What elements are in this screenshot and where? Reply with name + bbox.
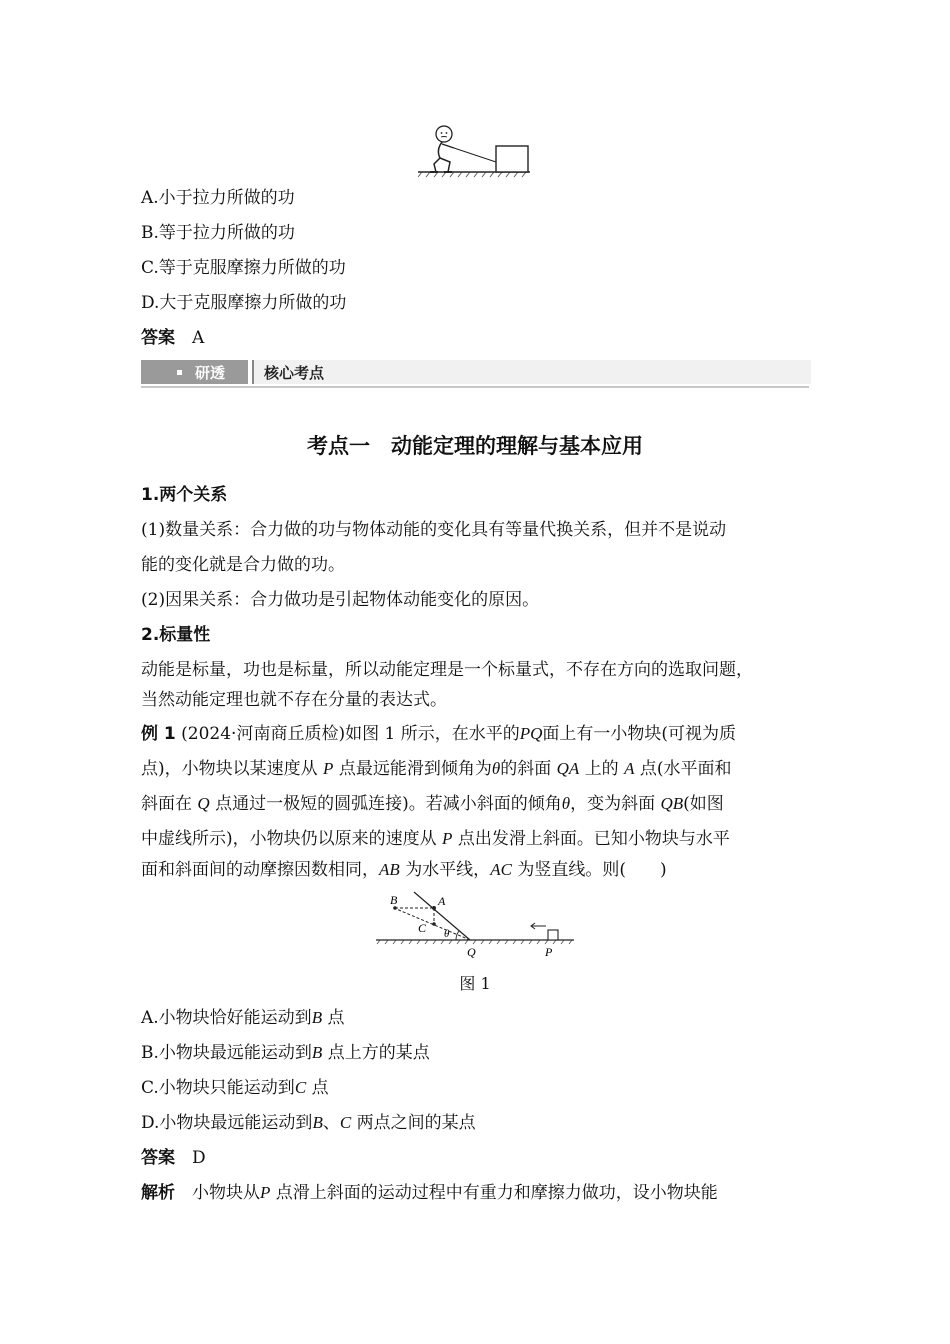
banner-right <box>252 360 811 384</box>
top-answer <box>141 326 204 350</box>
label-A: A <box>438 894 446 908</box>
example-line-5: 面和斜面间的动摩擦因数相同，AB 为水平线，AC 为竖直线。则( ) <box>141 860 667 880</box>
top-option-b: B.等于拉力所做的功 <box>141 223 295 243</box>
answer-value: A <box>192 328 205 348</box>
paragraph-quantity-a: (1)数量关系：合力做的功与物体动能的变化具有等量代换关系，但并不是说动 <box>141 520 727 540</box>
incline-diagram <box>374 890 580 960</box>
section-title: 考点一 动能定理的理解与基本应用 <box>307 434 643 458</box>
pulling-box-figure <box>418 122 532 178</box>
example-line-4: 中虚线所示)，小物块仍以原来的速度从 P 点出发滑上斜面。已知小物块与水平 <box>141 829 730 849</box>
top-option-d: D.大于克服摩擦力所做的功 <box>141 293 347 313</box>
figure-caption: 图 1 <box>459 974 491 993</box>
banner-divider <box>141 386 809 388</box>
answer-value: D <box>192 1148 206 1168</box>
heading-relations: 1.两个关系 <box>141 485 228 505</box>
option-d: D.小物块最远能运动到B、C 两点之间的某点 <box>141 1113 476 1133</box>
example-source: (2024·河南商丘质检) <box>181 724 346 744</box>
paragraph-scalar-b: 当然动能定理也就不存在分量的表达式。 <box>141 690 447 710</box>
banner-left <box>141 360 248 384</box>
example-line-2: 点)，小物块以某速度从 P 点最远能滑到倾角为θ的斜面 QA 上的 A 点(水平面和 <box>141 759 732 779</box>
example-label: 例 1 <box>141 724 176 744</box>
paragraph-cause: (2)因果关系：合力做功是引起物体动能变化的原因。 <box>141 590 540 610</box>
bullet-icon <box>177 370 182 375</box>
label-C: C <box>418 921 427 935</box>
label-Q: Q <box>467 945 476 959</box>
section-banner <box>141 360 809 390</box>
option-a: A.小物块恰好能运动到B 点 <box>141 1008 345 1028</box>
banner-left-label: 研透 <box>195 364 226 382</box>
banner-right-label: 核心考点 <box>264 364 325 382</box>
analysis: 解析 小物块从P 点滑上斜面的运动过程中有重力和摩擦力做功，设小物块能 <box>141 1183 718 1203</box>
heading-scalar: 2.标量性 <box>141 625 211 645</box>
paragraph-quantity-b: 能的变化就是合力做的功。 <box>141 555 345 575</box>
answer-label: 答案 <box>141 1148 175 1168</box>
label-B: B <box>390 893 398 907</box>
top-option-a: A.小于拉力所做的功 <box>141 188 295 208</box>
option-c: C.小物块只能运动到C 点 <box>141 1078 329 1098</box>
option-b: B.小物块最远能运动到B 点上方的某点 <box>141 1043 430 1063</box>
label-theta: θ <box>444 928 450 940</box>
answer <box>141 1146 206 1170</box>
top-option-c: C.等于克服摩擦力所做的功 <box>141 258 346 278</box>
example-line-1: 例 1 (2024·河南商丘质检)如图 1 所示，在水平的PQ面上有一小物块(可视为质 <box>141 724 737 744</box>
example-line-3: 斜面在 Q 点通过一极短的圆弧连接)。若减小斜面的倾角θ，变为斜面 QB(如图 <box>141 794 724 814</box>
answer-label: 答案 <box>141 328 175 348</box>
paragraph-scalar-a: 动能是标量，功也是标量，所以动能定理是一个标量式，不存在方向的选取问题， <box>141 660 753 680</box>
analysis-label: 解析 <box>141 1183 175 1203</box>
label-P: P <box>545 945 553 959</box>
